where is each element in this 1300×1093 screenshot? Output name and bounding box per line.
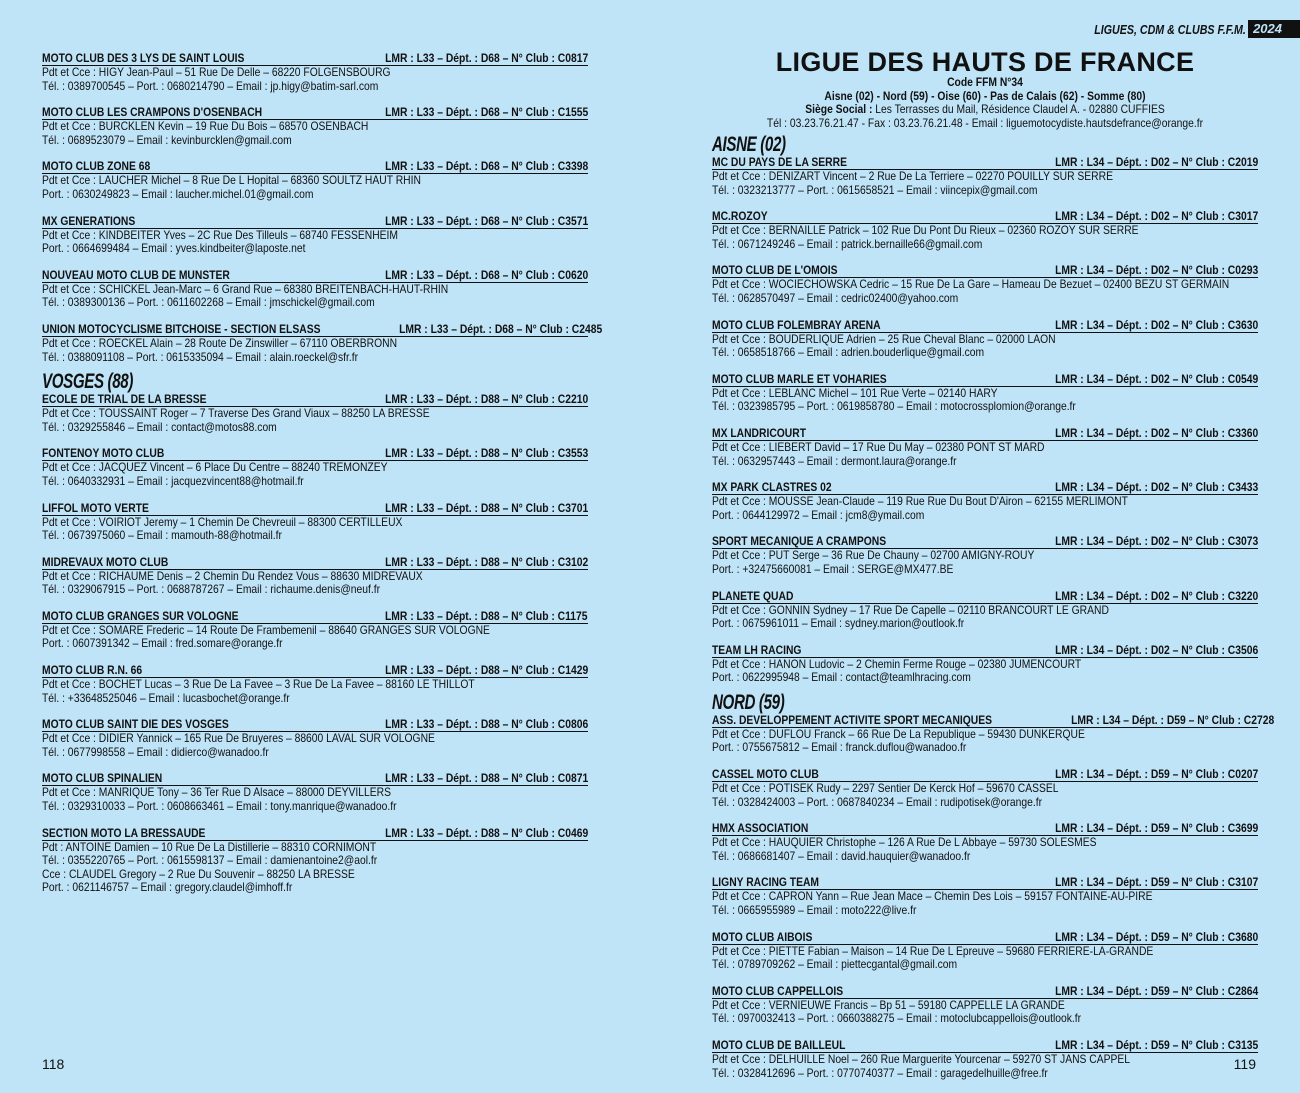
club-entry: [712, 535, 1258, 576]
club-contact-line: Pdt et Cce : LAUCHER Michel – 8 Rue De L Hopital – 68360 SOULTZ HAUT RHIN: [42, 173, 421, 188]
club-name: MC.ROZOY: [712, 209, 768, 224]
club-contact-line: Pdt : ANTOINE Damien – 10 Rue De La Distillerie – 88310 CORNIMONT: [42, 839, 377, 854]
club-entry: [712, 1039, 1258, 1080]
club-entry: [42, 447, 588, 488]
club-header: [712, 822, 1258, 836]
club-entry: [712, 931, 1258, 972]
club-name: HMX ASSOCIATION: [712, 821, 809, 836]
club-contact-line: Tél. : 0665955989 – Email : moto222@live.fr: [712, 903, 917, 918]
club-contact-line: Pdt et Cce : LEBLANC Michel – 101 Rue Verte – 02140 HARY: [712, 385, 998, 400]
club-code: LMR : L34 – Dépt. : D02 – N° Club : C3220: [1054, 588, 1258, 603]
club-code: LMR : L33 – Dépt. : D88 – N° Club : C0871: [384, 771, 588, 786]
club-name: MOTO CLUB ZONE 68: [42, 159, 151, 174]
club-contact-line: Pdt et Cce : BURCKLEN Kevin – 19 Rue Du Bois – 68570 OSENBACH: [42, 119, 369, 134]
club-contact-line: Port. : 0664699484 – Email : yves.kindbeiter@laposte.net: [42, 241, 306, 256]
club-code: LMR : L33 – Dépt. : D68 – N° Club : C1555: [384, 105, 588, 120]
club-contact-line: Pdt et Cce : PIETTE Fabian – Maison – 14 Rue De L Epreuve – 59680 FERRIERE-LA-GRANDE: [712, 943, 1154, 958]
club-code: LMR : L34 – Dépt. : D59 – N° Club : C0207: [1054, 767, 1258, 782]
club-contact-line: Port. : +32475660081 – Email : SERGE@MX477.BE: [712, 561, 954, 576]
club-entry: [712, 156, 1258, 197]
club-contact-line: Pdt et Cce : TOUSSAINT Roger – 7 Traverse Des Grand Viaux – 88250 LA BRESSE: [42, 406, 430, 421]
club-entry: [42, 718, 588, 759]
club-contact-line: Tél. : 0686681407 – Email : david.hauquier@wanadoo.fr: [712, 848, 971, 863]
league-header: [712, 48, 1258, 130]
club-name: TEAM LH RACING: [712, 642, 802, 657]
clubs-nord-list: [712, 712, 1274, 1080]
club-name: NOUVEAU MOTO CLUB DE MUNSTER: [42, 267, 230, 282]
club-contact-line: Tél. : 0355220765 – Port. : 0615598137 – Email : damienantoine2@aol.fr: [42, 853, 378, 868]
club-entry: [42, 269, 588, 310]
club-name: SECTION MOTO LA BRESSAUDE: [42, 825, 206, 840]
league-code: Code FFM N°34: [947, 75, 1023, 89]
club-contact-line: Pdt et Cce : VERNIEUWE Francis – Bp 51 – 59180 CAPPELLE LA GRANDE: [712, 997, 1065, 1012]
club-header: [712, 590, 1258, 604]
club-contact-line: Tél. : 0328412696 – Port. : 0770740377 – Email : garagedelhuille@free.fr: [712, 1065, 1048, 1080]
club-header: [712, 768, 1258, 782]
club-contact-line: Tél. : 0389700545 – Port. : 0680214790 – Email : jp.higy@batim-sarl.com: [42, 78, 379, 93]
club-code: LMR : L33 – Dépt. : D68 – N° Club : C0817: [384, 51, 588, 65]
club-entry: [712, 644, 1258, 685]
club-code: LMR : L33 – Dépt. : D88 – N° Club : C3553: [384, 446, 588, 461]
club-code: LMR : L33 – Dépt. : D88 – N° Club : C2210: [384, 392, 588, 407]
club-contact-line: Tél. : 0388091108 – Port. : 0615335094 – Email : alain.roeckel@sfr.fr: [42, 349, 359, 364]
club-contact-line: Tél. : 0673975060 – Email : mamouth-88@hotmail.fr: [42, 528, 282, 543]
club-header: [712, 156, 1258, 170]
club-contact-line: Pdt et Cce : SCHICKEL Jean-Marc – 6 Grand Rue – 68380 BREITENBACH-HAUT-RHIN: [42, 281, 449, 296]
club-contact-line: Pdt et Cce : RICHAUME Denis – 2 Chemin Du Rendez Vous – 88630 MIDREVAUX: [42, 568, 423, 583]
club-name: PLANETE QUAD: [712, 588, 794, 603]
club-name: MOTO CLUB LES CRAMPONS D'OSENBACH: [42, 105, 263, 120]
club-header: [42, 718, 588, 732]
club-contact-line: Pdt et Cce : ROECKEL Alain – 28 Route De Zinswiller – 67110 OBERBRONN: [42, 335, 398, 350]
club-contact-line: Tél. : 0789709262 – Email : piettecgantal@gmail.com: [712, 957, 958, 972]
club-contact-line: Tél. : 0329067915 – Port. : 0688787267 – Email : richaume.denis@neuf.fr: [42, 582, 381, 597]
club-contact-line: Tél. : 0323985795 – Port. : 0619858780 – Email : motocrossplomion@orange.fr: [712, 399, 1076, 414]
club-name: MOTO CLUB SPINALIEN: [42, 771, 163, 786]
club-entry: [42, 106, 588, 147]
club-name: MOTO CLUB DE BAILLEUL: [712, 1038, 846, 1052]
club-name: MOTO CLUB DE L'OMOIS: [712, 263, 838, 278]
club-entry: [712, 481, 1258, 522]
club-contact-line: Pdt et Cce : BOCHET Lucas – 3 Rue De La Favee – 3 Rue De La Favee – 88160 LE THILLOT: [42, 677, 475, 692]
club-header: [712, 319, 1258, 333]
club-contact-line: Tél. : 0632957443 – Email : dermont.laura@orange.fr: [712, 453, 957, 468]
club-contact-line: Pdt et Cce : DIDIER Yannick – 165 Rue De Bruyeres – 88600 LAVAL SUR VOLOGNE: [42, 731, 435, 746]
club-name: MOTO CLUB AIBOIS: [712, 929, 813, 944]
league-seat: [750, 103, 1220, 117]
club-entry: [42, 215, 588, 256]
club-code: LMR : L34 – Dépt. : D59 – N° Club : C3135: [1054, 1038, 1258, 1052]
club-entry: [42, 610, 588, 651]
club-header: [42, 610, 588, 624]
club-contact-line: Cce : CLAUDEL Gregory – 2 Rue Du Souvenir – 88250 LA BRESSE: [42, 866, 355, 881]
league-departments: Aisne (02) - Nord (59) - Oise (60) - Pas de Calais (62) - Somme (80): [824, 88, 1146, 103]
club-header: [42, 502, 588, 516]
club-header: [42, 772, 588, 786]
club-contact-line: Tél. : 0329255846 – Email : contact@motos88.com: [42, 419, 277, 434]
club-contact-line: Pdt et Cce : POTISEK Rudy – 2297 Sentier De Kerck Hof – 59670 CASSEL: [712, 781, 1059, 796]
club-contact-line: Port. : 0607391342 – Email : fred.somare@orange.fr: [42, 636, 283, 651]
club-code: LMR : L34 – Dépt. : D59 – N° Club : C2864: [1054, 983, 1258, 998]
club-name: MC DU PAYS DE LA SERRE: [712, 155, 847, 169]
running-header: [1061, 20, 1300, 38]
club-code: LMR : L34 – Dépt. : D59 – N° Club : C3107: [1054, 875, 1258, 890]
club-entry: [42, 827, 588, 895]
club-header: [712, 985, 1258, 999]
club-code: LMR : L34 – Dépt. : D02 – N° Club : C3017: [1054, 209, 1258, 224]
club-contact-line: Pdt et Cce : BOUDERLIQUE Adrien – 25 Rue Cheval Blanc – 02000 LAON: [712, 331, 1056, 346]
club-header: [712, 535, 1258, 549]
club-contact-line: Pdt et Cce : JACQUEZ Vincent – 6 Place Du Centre – 88240 TREMONZEY: [42, 460, 388, 475]
club-code: LMR : L33 – Dépt. : D88 – N° Club : C1175: [385, 608, 588, 623]
club-header: [712, 1039, 1258, 1053]
club-code: LMR : L34 – Dépt. : D02 – N° Club : C2019: [1054, 155, 1258, 169]
club-code: LMR : L34 – Dépt. : D02 – N° Club : C0293: [1054, 263, 1258, 278]
club-contact-line: Tél. : 0640332931 – Email : jacquezvincent88@hotmail.fr: [42, 473, 304, 488]
left-page: [0, 0, 650, 1092]
club-entry: [712, 712, 1274, 755]
club-code: LMR : L33 – Dépt. : D88 – N° Club : C3701: [384, 500, 588, 515]
club-contact-line: Tél. : 0323213777 – Port. : 0615658521 – Email : viincepix@gmail.com: [712, 182, 1038, 197]
club-contact-line: Port. : 0675961011 – Email : sydney.marion@outlook.fr: [712, 616, 965, 631]
club-code: LMR : L33 – Dépt. : D68 – N° Club : C2485: [398, 321, 602, 336]
page-number-right: 119: [1233, 1056, 1256, 1072]
club-entry: [712, 590, 1258, 631]
club-contact-line: Pdt et Cce : DELHUILLE Noel – 260 Rue Marguerite Yourcenar – 59270 ST JANS CAPPEL: [712, 1052, 1131, 1066]
club-contact-line: Tél. : 0389300136 – Port. : 0611602268 – Email : jmschickel@gmail.com: [42, 295, 375, 310]
club-code: LMR : L33 – Dépt. : D68 – N° Club : C0620: [384, 267, 588, 282]
club-code: LMR : L34 – Dépt. : D59 – N° Club : C3680: [1054, 929, 1258, 944]
club-contact-line: Pdt et Cce : KINDBEITER Yves – 2C Rue Des Tilleuls – 68740 FESSENHEIM: [42, 227, 398, 242]
club-header: [712, 481, 1258, 495]
club-contact-line: Pdt et Cce : MOUSSE Jean-Claude – 119 Rue Rue Du Bout D'Airon – 62155 MERLIMONT: [712, 494, 1128, 509]
club-contact-line: Port. : 0622995948 – Email : contact@teamlhracing.com: [712, 670, 971, 685]
club-name: MOTO CLUB MARLE ET VOHARIES: [712, 371, 887, 386]
club-name: LIFFOL MOTO VERTE: [42, 500, 149, 515]
club-entry: [42, 160, 588, 201]
left-column: [42, 51, 602, 908]
club-contact-line: Pdt et Cce : CAPRON Yann – Rue Jean Mace – Chemin Des Lois – 59157 FONTAINE-AU-PIRE: [712, 889, 1153, 904]
club-header: [712, 427, 1258, 441]
club-header: [712, 264, 1258, 278]
club-entry: [42, 772, 588, 813]
club-entry: [42, 502, 588, 543]
club-name: ASS. DEVELOPPEMENT ACTIVITE SPORT MECANIQUES: [712, 712, 993, 727]
club-code: LMR : L34 – Dépt. : D02 – N° Club : C3506: [1054, 642, 1258, 657]
club-contact-line: Pdt et Cce : PUT Serge – 36 Rue De Chauny – 02700 AMIGNY-ROUY: [712, 548, 1035, 563]
club-contact-line: Pdt et Cce : DENIZART Vincent – 2 Rue De La Terriere – 02270 POUILLY SUR SERRE: [712, 169, 1113, 183]
club-entry: [712, 319, 1258, 360]
club-contact-line: Pdt et Cce : WOCIECHOWSKA Cedric – 15 Rue De La Gare – Hameau De Bezuet – 02400 BEZU ST GERMAIN: [712, 277, 1230, 292]
club-header: [42, 827, 588, 841]
club-name: MOTO CLUB SAINT DIE DES VOSGES: [42, 717, 229, 732]
league-seat-label: Siège Social :: [805, 102, 873, 117]
club-entry: [712, 264, 1258, 305]
club-entry: [42, 52, 588, 93]
club-code: LMR : L33 – Dépt. : D88 – N° Club : C0806: [384, 717, 588, 732]
club-name: MIDREVAUX MOTO CLUB: [42, 554, 169, 569]
club-contact-line: Pdt et Cce : DUFLOU Franck – 66 Rue De La Republique – 59430 DUNKERQUE: [712, 726, 1085, 741]
club-contact-line: Pdt et Cce : SOMARE Frederic – 14 Route De Frambemenil – 88640 GRANGES SUR VOLOGNE: [42, 622, 490, 637]
club-contact-line: Port. : 0644129972 – Email : jcm8@ymail.com: [712, 507, 925, 522]
club-name: MX LANDRICOURT: [712, 425, 807, 440]
club-code: LMR : L34 – Dépt. : D02 – N° Club : C3360: [1054, 425, 1258, 440]
right-column: [712, 133, 1274, 1093]
right-page: [650, 0, 1300, 1092]
club-name: SPORT MECANIQUE A CRAMPONS: [712, 534, 887, 549]
clubs-haut-rhin-list: [42, 51, 602, 364]
club-header: [42, 52, 588, 66]
club-name: FONTENOY MOTO CLUB: [42, 446, 165, 461]
club-entry: [42, 321, 602, 364]
club-code: LMR : L33 – Dépt. : D88 – N° Club : C3102: [384, 554, 588, 569]
league-title: LIGUE DES HAUTS DE FRANCE: [775, 47, 1195, 77]
club-contact-line: Pdt et Cce : LIEBERT David – 17 Rue Du May – 02380 PONT ST MARD: [712, 439, 1045, 454]
club-contact-line: Tél. : 0328424003 – Port. : 0687840234 – Email : rudipotisek@orange.fr: [712, 794, 1043, 809]
club-contact-line: Tél. : +33648525046 – Email : lucasbochet@orange.fr: [42, 690, 290, 705]
clubs-aisne-list: [712, 156, 1258, 685]
club-code: LMR : L33 – Dépt. : D88 – N° Club : C1429: [384, 663, 588, 678]
club-name: CASSEL MOTO CLUB: [712, 767, 819, 782]
club-contact-line: Tél. : 0671249246 – Email : patrick.bernaille66@gmail.com: [712, 236, 983, 251]
club-header: [42, 556, 588, 570]
club-contact-line: Tél. : 0329310033 – Port. : 0608663461 – Email : tony.manrique@wanadoo.fr: [42, 799, 397, 814]
club-name: MX GENERATIONS: [42, 213, 136, 228]
club-header: [712, 373, 1258, 387]
club-entry: [712, 822, 1258, 863]
club-contact-line: Tél. : 0628570497 – Email : cedric02400@yahoo.com: [712, 290, 959, 305]
club-entry: [42, 556, 588, 597]
section-title-aisne: AISNE (02): [712, 133, 786, 156]
club-name: MOTO CLUB FOLEMBRAY ARENA: [712, 317, 881, 332]
club-header: [712, 644, 1258, 658]
club-header: [712, 931, 1258, 945]
club-code: LMR : L34 – Dépt. : D59 – N° Club : C3699: [1054, 821, 1258, 836]
league-seat-value: Les Terrasses du Mail, Résidence Claudel A. - 02880 CUFFIES: [872, 102, 1165, 117]
club-header: [42, 321, 602, 337]
club-header: [42, 160, 588, 174]
club-entry: [712, 768, 1258, 809]
club-entry: [712, 373, 1258, 414]
club-entry: [42, 393, 588, 434]
club-code: LMR : L34 – Dépt. : D02 – N° Club : C3073: [1054, 534, 1258, 549]
club-code: LMR : L33 – Dépt. : D68 – N° Club : C3571: [384, 213, 588, 228]
club-contact-line: Pdt et Cce : HAUQUIER Christophe – 126 A Rue De L Abbaye – 59730 SOLESMES: [712, 835, 1097, 850]
club-code: LMR : L34 – Dépt. : D02 – N° Club : C3433: [1054, 480, 1258, 495]
club-name: UNION MOTOCYCLISME BITCHOISE - SECTION ELSASS: [42, 321, 321, 336]
club-entry: [712, 210, 1258, 251]
club-code: LMR : L34 – Dépt. : D02 – N° Club : C3630: [1054, 317, 1258, 332]
club-entry: [712, 876, 1258, 917]
club-header: [42, 215, 588, 229]
club-name: ECOLE DE TRIAL DE LA BRESSE: [42, 392, 207, 407]
club-contact-line: Pdt et Cce : HIGY Jean-Paul – 51 Rue De Delle – 68220 FOLGENSBOURG: [42, 65, 391, 79]
club-entry: [712, 427, 1258, 468]
club-code: LMR : L33 – Dépt. : D88 – N° Club : C0469: [384, 825, 588, 840]
club-name: MOTO CLUB CAPPELLOIS: [712, 983, 844, 998]
club-header: [42, 269, 588, 283]
club-header: [712, 876, 1258, 890]
club-contact-line: Pdt et Cce : VOIRIOT Jeremy – 1 Chemin De Chevreuil – 88300 CERTILLEUX: [42, 514, 403, 529]
club-name: MOTO CLUB GRANGES SUR VOLOGNE: [42, 608, 239, 623]
club-name: MOTO CLUB DES 3 LYS DE SAINT LOUIS: [42, 51, 245, 65]
club-header: [42, 106, 588, 120]
club-contact-line: Port. : 0755675812 – Email : franck.duflou@wanadoo.fr: [712, 740, 967, 755]
clubs-vosges-list: [42, 393, 588, 895]
club-name: MOTO CLUB R.N. 66: [42, 663, 143, 678]
club-contact-line: Pdt et Cce : HANON Ludovic – 2 Chemin Ferme Rouge – 02380 JUMENCOURT: [712, 656, 1082, 671]
club-contact-line: Port. : 0621146757 – Email : gregory.claudel@imhoff.fr: [42, 880, 293, 895]
club-header: [42, 447, 588, 461]
club-contact-line: Tél. : 0677998558 – Email : didierco@wanadoo.fr: [42, 744, 269, 759]
club-entry: [42, 664, 588, 705]
running-header-year: 2024: [1248, 20, 1300, 38]
club-header: [712, 210, 1258, 224]
club-contact-line: Pdt et Cce : MANRIQUE Tony – 36 Ter Rue D Alsace – 88000 DEYVILLERS: [42, 785, 391, 800]
page-number-left: 118: [42, 1056, 65, 1072]
club-code: LMR : L34 – Dépt. : D59 – N° Club : C2728: [1070, 712, 1274, 727]
running-header-title: LIGUES, CDM & CLUBS F.F.M.: [1094, 21, 1247, 37]
club-code: LMR : L33 – Dépt. : D68 – N° Club : C3398: [384, 159, 588, 174]
club-contact-line: Tél. : 0689523079 – Email : kevinburcklen@gmail.com: [42, 132, 292, 147]
club-name: LIGNY RACING TEAM: [712, 875, 820, 890]
club-entry: [712, 985, 1258, 1026]
club-header: [42, 664, 588, 678]
section-title-vosges: VOSGES (88): [42, 370, 134, 394]
club-contact-line: Pdt et Cce : GONNIN Sydney – 17 Rue De Capelle – 02110 BRANCOURT LE GRAND: [712, 602, 1109, 617]
league-contact: Tél : 03.23.76.21.47 - Fax : 03.23.76.21.48 - Email : liguemotocydiste.hautsdefrance@orange.fr: [766, 115, 1204, 130]
club-contact-line: Tél. : 0970032413 – Port. : 0660388275 – Email : motoclubcappellois@outlook.fr: [712, 1011, 1082, 1026]
club-contact-line: Pdt et Cce : BERNAILLE Patrick – 102 Rue Du Pont Du Rieux – 02360 ROZOY SUR SERRE: [712, 223, 1139, 238]
section-title-nord: NORD (59): [712, 690, 785, 714]
club-contact-line: Port. : 0630249823 – Email : laucher.michel.01@gmail.com: [42, 186, 314, 201]
club-code: LMR : L34 – Dépt. : D02 – N° Club : C0549: [1054, 371, 1258, 386]
club-header: [42, 393, 588, 407]
club-header: [712, 712, 1274, 728]
club-name: MX PARK CLASTRES 02: [712, 480, 832, 495]
club-contact-line: Tél. : 0658518766 – Email : adrien.bouderlique@gmail.com: [712, 345, 985, 360]
